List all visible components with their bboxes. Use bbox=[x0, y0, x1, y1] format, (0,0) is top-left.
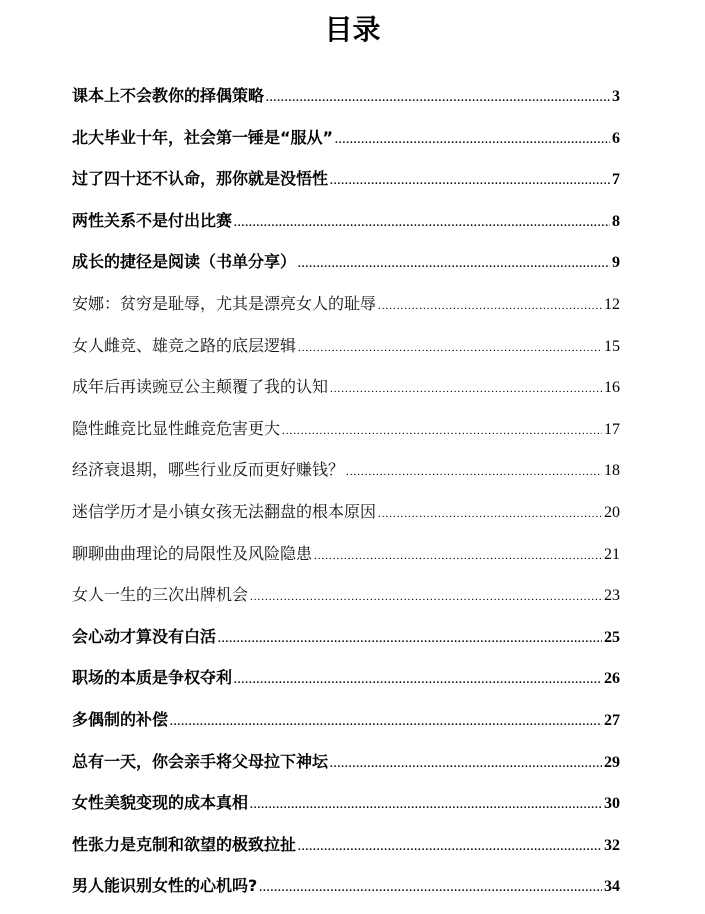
toc-entry-title: 会心动才算没有白活 bbox=[72, 626, 217, 646]
toc-entry-title: 隐性雌竞比显性雌竞危害更大 bbox=[72, 418, 281, 438]
toc-entry-title: 男人能识别女性的心机吗? bbox=[72, 876, 258, 896]
toc-dot-leader bbox=[218, 625, 602, 653]
toc-entry[interactable] bbox=[72, 82, 620, 124]
toc-entry-title: 总有一天，你会亲手将父母拉下神坛 bbox=[72, 751, 329, 771]
toc-entry-title: 聊聊曲曲理论的局限性及风险隐患 bbox=[72, 543, 313, 563]
toc-entry-page-number: 29 bbox=[604, 753, 620, 771]
page-title: 目录 bbox=[324, 13, 381, 46]
toc-entry-page-number: 27 bbox=[604, 711, 620, 729]
toc-dot-leader bbox=[330, 750, 602, 778]
toc-entry-page-number: 25 bbox=[604, 628, 620, 646]
toc-dot-leader bbox=[298, 833, 602, 861]
toc-entry-title: 过了四十还不认命，那你就是没悟性 bbox=[72, 169, 329, 189]
toc-dot-leader bbox=[330, 167, 610, 195]
toc-entry-title: 课本上不会教你的择偶策略 bbox=[72, 86, 265, 105]
toc-entry-title: 性张力是克制和欲望的极致拉扯 bbox=[72, 834, 297, 854]
toc-dot-leader bbox=[346, 458, 602, 486]
toc-entry-page-number: 26 bbox=[604, 670, 620, 688]
toc-entry-title: 经济衰退期，哪些行业反而更好赚钱？ bbox=[72, 460, 345, 480]
toc-entry-page-number: 21 bbox=[604, 545, 620, 563]
toc-entry[interactable] bbox=[72, 124, 620, 166]
toc-entry-page-number: 18 bbox=[604, 462, 620, 480]
toc-dot-leader bbox=[378, 500, 602, 528]
toc-entry-title: 女性美貌变现的成本真相 bbox=[72, 793, 249, 813]
toc-entry-page-number: 16 bbox=[604, 379, 620, 397]
toc-entry[interactable] bbox=[72, 748, 620, 790]
toc-entry-page-number: 3 bbox=[612, 88, 620, 105]
toc-entry-page-number: 9 bbox=[612, 254, 620, 272]
toc-entry-title: 女人雌竞、雄竞之路的底层逻辑 bbox=[72, 335, 297, 355]
toc-dot-leader bbox=[234, 209, 610, 237]
toc-entry-title: 女人一生的三次出牌机会 bbox=[72, 585, 249, 605]
toc-entry[interactable] bbox=[72, 664, 620, 706]
toc-entry[interactable] bbox=[72, 540, 620, 582]
toc-entry[interactable] bbox=[72, 456, 620, 498]
toc-entry-title: 多偶制的补偿 bbox=[72, 709, 169, 729]
toc-entry[interactable] bbox=[72, 872, 620, 914]
toc-entry[interactable] bbox=[72, 290, 620, 332]
toc-entry-title: 职场的本质是争权夺利 bbox=[72, 668, 233, 688]
toc-dot-leader bbox=[266, 84, 610, 112]
toc-entry-title: 两性关系不是付出比赛 bbox=[72, 210, 233, 230]
toc-dot-leader bbox=[282, 417, 602, 445]
toc-entry[interactable] bbox=[72, 789, 620, 831]
toc-entry-page-number: 20 bbox=[604, 503, 620, 521]
toc-entry[interactable] bbox=[72, 373, 620, 415]
toc-entry-page-number: 34 bbox=[604, 878, 620, 896]
toc-entry[interactable] bbox=[72, 831, 620, 873]
toc-entry[interactable] bbox=[72, 248, 620, 290]
toc-dot-leader bbox=[234, 666, 602, 694]
toc-dot-leader bbox=[170, 708, 602, 736]
toc-dot-leader bbox=[378, 292, 602, 320]
toc-entry-page-number: 7 bbox=[612, 171, 620, 189]
toc-entry-title: 迷信学历才是小镇女孩无法翻盘的根本原因 bbox=[72, 501, 377, 521]
toc-entry[interactable] bbox=[72, 623, 620, 665]
toc-entry-title: 成长的捷径是阅读（书单分享） bbox=[72, 252, 297, 272]
toc-entry-page-number: 17 bbox=[604, 420, 620, 438]
toc-entry-title: 安娜：贫穷是耻辱，尤其是漂亮女人的耻辱 bbox=[72, 293, 377, 313]
toc-entry-page-number: 23 bbox=[604, 587, 620, 605]
toc-entry[interactable] bbox=[72, 706, 620, 748]
toc-entry-page-number: 8 bbox=[612, 212, 620, 230]
toc-entry[interactable] bbox=[72, 498, 620, 540]
toc-entry[interactable] bbox=[72, 207, 620, 249]
toc-entry[interactable] bbox=[72, 332, 620, 374]
toc-dot-leader bbox=[314, 542, 602, 570]
toc-dot-leader bbox=[250, 583, 602, 611]
toc-entry-page-number: 30 bbox=[604, 795, 620, 813]
toc-entry-page-number: 6 bbox=[612, 129, 620, 147]
toc-entry[interactable] bbox=[72, 165, 620, 207]
toc-dot-leader bbox=[298, 250, 610, 278]
toc-entry-page-number: 12 bbox=[604, 295, 620, 313]
toc-dot-leader bbox=[250, 791, 602, 819]
toc-dot-leader bbox=[330, 375, 602, 403]
toc-dot-leader bbox=[259, 874, 602, 902]
toc-entry[interactable] bbox=[72, 581, 620, 623]
table-of-contents bbox=[72, 82, 620, 914]
toc-dot-leader bbox=[335, 126, 610, 154]
toc-entry-title: 成年后再读豌豆公主颠覆了我的认知 bbox=[72, 377, 329, 397]
toc-dot-leader bbox=[298, 334, 602, 362]
toc-entry-page-number: 15 bbox=[604, 337, 620, 355]
toc-entry-page-number: 32 bbox=[604, 836, 620, 854]
toc-entry-title: 北大毕业十年，社会第一锤是“服从” bbox=[72, 127, 334, 147]
toc-entry[interactable] bbox=[72, 415, 620, 457]
